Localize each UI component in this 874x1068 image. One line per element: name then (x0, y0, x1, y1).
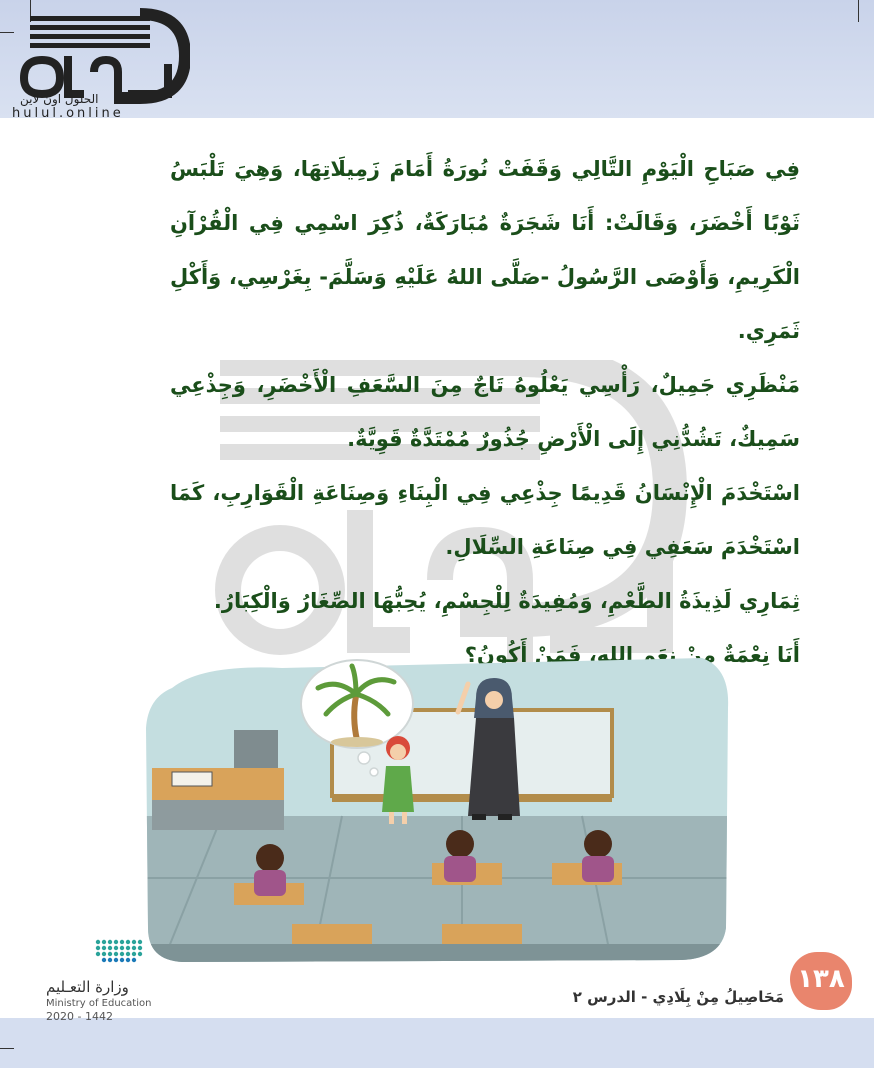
classroom-illustration (142, 648, 730, 964)
paragraph-1: فِي صَبَاحِ الْيَوْمِ التَّالِي وَقَفَتْ نُورَةُ أَمَامَ زَمِيلَاتِهَا، وَهِيَ تَلْبَسُ ثَوْبًا أَخْضَرَ، وَقَالَتْ: أَنَا شَجَرَةٌ مُبَارَكَةٌ، ذُكِرَ اسْمِي فِي الْقُرْآنِ الْكَرِيمِ، وَأَوْصَى الرَّسُولُ -صَلَّى اللهُ عَلَيْهِ وَسَلَّمَ- بِغَرْسِي، وَأَكْلِ ثَمَرِي. (170, 157, 800, 343)
logo-sub-arabic: الحلول اون لاين (20, 92, 99, 106)
ministry-name-arabic: وزارة التعـليم (46, 978, 129, 996)
lesson-title: مَحَاصِيلُ مِنْ بِلَادِي - الدرس ٢ (572, 988, 784, 1006)
paragraph-5: أَنَا نِعْمَةٌ مِنْ نِعَمِ اللهِ، فَمَنْ أَكُونُ؟ (464, 643, 800, 667)
footer-band (0, 1018, 874, 1068)
paragraph-4: ثِمَارِي لَذِيذَةُ الطَّعْمِ، وَمُفِيدَةٌ لِلْجِسْمِ، يُحِبُّهَا الصِّغَارُ وَالْكِبَارُ. (213, 589, 800, 613)
logo-domain: hulul.online (12, 106, 124, 121)
edition-year: 2020 - 1442 (46, 1010, 113, 1023)
page-number-badge (790, 952, 852, 1010)
story-text (170, 142, 800, 682)
paragraph-2: مَنْظَرِي جَمِيلٌ، رَأْسِي يَعْلُوهُ تَاجٌ مِنَ السَّعَفِ الْأَخْضَرِ، وَجِذْعِي سَمِيكٌ، تَشُدُّنِي إِلَى الْأَرْضِ جُذُورٌ مُمْتَدَّةٌ قَوِيَّةٌ. (170, 373, 800, 451)
crop-mark (858, 0, 859, 22)
ministry-name-english: Ministry of Education (46, 998, 152, 1009)
crop-mark (0, 1048, 14, 1049)
paragraph-3: اسْتَخْدَمَ الْإِنْسَانُ قَدِيمًا جِذْعِي فِي الْبِنَاءِ وَصِنَاعَةِ الْقَوَارِبِ، كَمَا اسْتَخْدَمَ سَعَفِي فِي صِنَاعَةِ السِّلَالِ. (170, 481, 800, 559)
page-number: ١٣٨ (797, 964, 845, 994)
